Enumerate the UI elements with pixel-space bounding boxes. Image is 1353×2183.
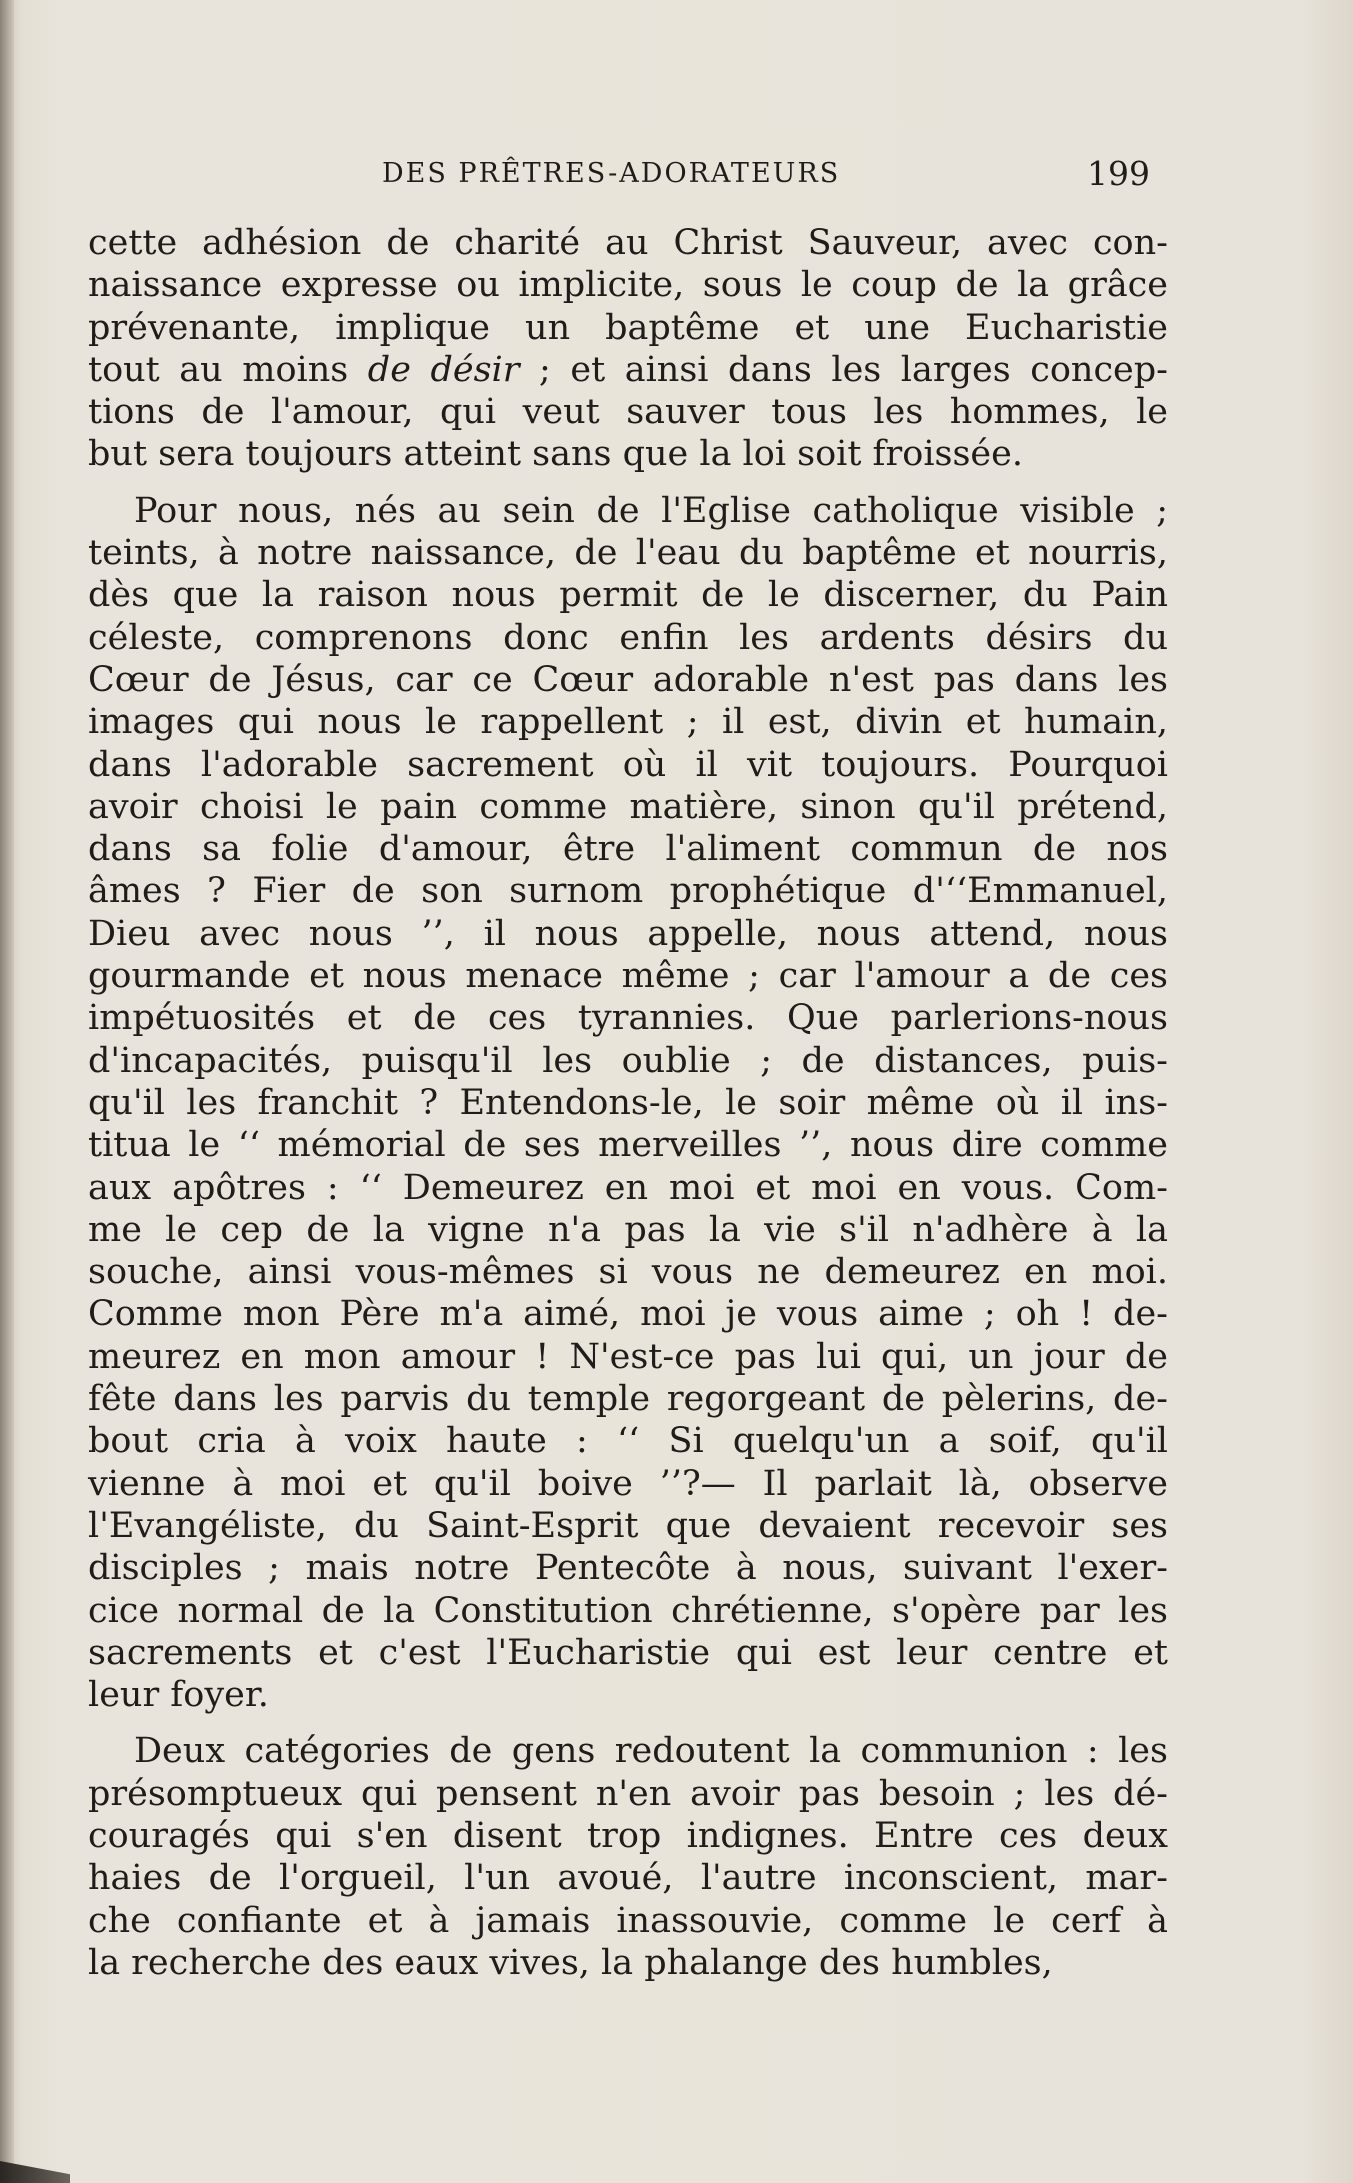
text-line: Comme mon Père m'a aimé, moi je vous aime ; oh ! de- [88,1294,1168,1335]
text-line: dès que la raison nous permit de le discerner, du Pain [88,575,1168,616]
text-line: dans l'adorable sacrement où il vit toujours. Pourquoi [88,744,1168,785]
text-line: but sera toujours atteint sans que la loi soit froissée. [88,434,1023,475]
text-line: avoir choisi le pain comme matière, sinon qu'il prétend, [88,786,1168,827]
text-line: naissance expresse ou implicite, sous le coup de la grâce [88,265,1168,306]
text-line: tout au moins de désir ; et ainsi dans les larges concep- [88,349,1168,390]
text-line: Deux catégories de gens redoutent la communion : les [134,1731,1168,1772]
text-line: Cœur de Jésus, car ce Cœur adorable n'est pas dans les [88,659,1168,700]
body-text [88,222,1168,1984]
text-line: âmes ? Fier de son surnom prophétique d'‘‘Emmanuel, [88,871,1168,912]
text-line: meurez en mon amour ! N'est-ce pas lui qui, un jour de [88,1336,1168,1377]
page-header [92,154,1150,202]
text-line: couragés qui s'en disent trop indignes. Entre ces deux [88,1815,1168,1856]
text-line: bout cria à voix haute : ‘‘ Si quelqu'un a soif, qu'il [88,1421,1168,1462]
text-line: aux apôtres : ‘‘ Demeurez en moi et moi en vous. Com- [88,1167,1168,1208]
text-line: dans sa folie d'amour, être l'aliment commun de nos [88,829,1168,870]
text-line: me le cep de la vigne n'a pas la vie s'il n'adhère à la [88,1209,1168,1250]
paragraph [88,1730,1168,1984]
text-line: l'Evangéliste, du Saint-Esprit que devaient recevoir ses [88,1505,1168,1546]
text-line: impétuosités et de ces tyrannies. Que parlerions-nous [88,998,1168,1039]
running-head: DES PRÊTRES-ADORATEURS [382,158,841,189]
text-line: images qui nous le rappellent ; il est, divin et humain, [88,702,1168,743]
text-line: titua le ‘‘ mémorial de ses merveilles ’’, nous dire comme [88,1125,1168,1166]
text-line: cette adhésion de charité au Christ Sauveur, avec con- [88,223,1168,263]
text-line: fête dans les parvis du temple regorgeant de pèlerins, de- [88,1379,1168,1420]
paragraph [88,222,1168,476]
text-line: teints, à notre naissance, de l'eau du baptême et nourris, [88,533,1168,574]
text-line: tions de l'amour, qui veut sauver tous les hommes, le [88,392,1168,433]
text-line: céleste, comprenons donc enfin les ardents désirs du [88,617,1168,658]
text-line: gourmande et nous menace même ; car l'amour a de ces [88,956,1168,997]
text-line: sacrements et c'est l'Eucharistie qui est leur centre et [88,1632,1168,1673]
text-line: souche, ainsi vous-mêmes si vous ne demeurez en moi. [88,1252,1168,1293]
text-line: qu'il les franchit ? Entendons-le, le soir même où il ins- [88,1082,1168,1123]
text-line: présomptueux qui pensent n'en avoir pas besoin ; les dé- [88,1773,1168,1814]
text-line: Pour nous, nés au sein de l'Eglise catholique visible ; [134,490,1168,531]
corner-shadow [0,2161,70,2183]
page-number: 199 [1087,154,1150,193]
text-line: che confiante et à jamais inassouvie, comme le cerf à [88,1900,1168,1941]
text-line: Dieu avec nous ’’, il nous appelle, nous attend, nous [88,913,1168,954]
text-line: la recherche des eaux vives, la phalange des humbles, [88,1942,1053,1983]
paragraph [88,490,1168,1717]
text-line: vienne à moi et qu'il boive ’’?— Il parlait là, observe [88,1463,1168,1504]
text-line: leur foyer. [88,1675,269,1716]
text-line: cice normal de la Constitution chrétienne, s'opère par les [88,1590,1168,1631]
book-spine-shadow [0,0,14,2183]
text-line: d'incapacités, puisqu'il les oublie ; de distances, puis- [88,1040,1168,1081]
text-line: prévenante, implique un baptême et une Eucharistie [88,307,1168,348]
text-line: haies de l'orgueil, l'un avoué, l'autre inconscient, mar- [88,1858,1168,1899]
text-line: disciples ; mais notre Pentecôte à nous, suivant l'exer- [88,1548,1168,1589]
